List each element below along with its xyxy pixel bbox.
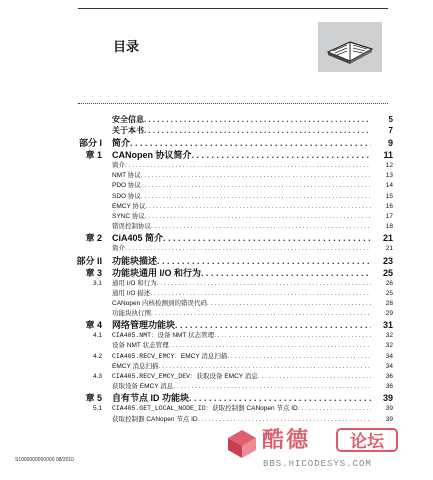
toc-entry-page: 18 [385, 223, 393, 231]
toc-entry-page: 26 [385, 279, 393, 287]
toc-entry[interactable] [38, 211, 393, 221]
watermark-name: 酷德 [262, 427, 311, 452]
toc-leader-dots [163, 233, 371, 243]
toc-leader-dots [158, 363, 371, 370]
toc-entry[interactable] [38, 180, 393, 190]
toc-entry[interactable] [38, 414, 393, 424]
toc-entry-page: 11 [383, 150, 393, 160]
toc-entry[interactable] [38, 266, 393, 278]
toc-leader-dots [144, 115, 371, 124]
toc-entry-page: 34 [385, 352, 393, 360]
toc-entry-page: 28 [385, 299, 393, 307]
watermark-logo-icon [226, 428, 258, 460]
toc-entry-title: 功能块执行图 [112, 310, 151, 318]
toc-entry-title: CANopen 协议简介 [112, 150, 192, 160]
toc-entry-label: 章 1 [85, 150, 102, 160]
toc-entry[interactable] [38, 201, 393, 211]
toc-entry[interactable] [38, 330, 393, 340]
toc-entry-function-name: CIA405.GET_LOCAL_NODE_ID [112, 405, 206, 413]
toc-entry[interactable] [38, 318, 393, 330]
toc-entry-title: ：EMCY 消息扫描 [174, 352, 228, 360]
toc-leader-dots [227, 353, 371, 360]
toc-entry-page: 36 [385, 373, 393, 380]
toc-entry[interactable] [38, 340, 393, 350]
toc-entry-title: 设备 NMT 状态管理 [112, 342, 169, 350]
toc-entry-label: 章 4 [85, 320, 102, 331]
toc-entry-label: 4.2 [92, 352, 102, 360]
toc-entry-title: 功能块描述 [112, 255, 158, 266]
toc-entry[interactable] [38, 308, 393, 318]
toc-leader-dots [173, 383, 371, 390]
toc-entry[interactable] [38, 125, 393, 136]
toc-entry-title: EMCY 协议 [112, 202, 146, 210]
toc-entry[interactable] [38, 221, 393, 231]
toc-entry-title: ：获取设备 EMCY 消息 [190, 373, 258, 380]
toc-entry-page: 17 [385, 212, 393, 220]
toc-entry-page: 39 [382, 393, 393, 404]
toc-entry-page: 25 [385, 289, 393, 297]
toc-entry[interactable] [38, 288, 393, 298]
toc-entry-page: 25 [382, 267, 393, 278]
toc-entry-label: 4.3 [92, 373, 102, 380]
toc-entry[interactable] [38, 148, 393, 160]
toc-entry-title: NMT 协议 [112, 172, 141, 180]
toc-entry-page: 21 [382, 233, 393, 244]
toc-entry-title: 简介 [112, 162, 125, 169]
toc-entry-page: 5 [388, 115, 393, 124]
watermark-forum-badge: 论坛 [336, 428, 398, 452]
toc-entry[interactable] [38, 136, 393, 148]
toc-leader-dots [130, 138, 371, 148]
toc-entry-title: PDO 协议 [112, 182, 141, 190]
open-book-icon [318, 22, 382, 72]
toc-entry-label: 部分 I [78, 138, 102, 148]
toc-entry-title: SDO 协议 [112, 192, 141, 200]
toc-entry-page: 32 [385, 332, 393, 340]
toc-entry-function-name: CIA405.NMT [112, 332, 152, 340]
toc-leader-dots [198, 416, 371, 423]
watermark-url: BBS.HICODESYS.COM [263, 459, 372, 469]
toc-entry-title: 错误控制协议 [112, 223, 151, 231]
toc-leader-dots [169, 342, 371, 349]
table-of-contents [38, 114, 393, 424]
toc-entry-page: 9 [387, 138, 393, 148]
toc-entry-page: 39 [385, 405, 393, 413]
toc-entry-page: 7 [388, 126, 393, 135]
toc-entry-title: 网络管理功能块 [112, 320, 176, 331]
top-rule [78, 8, 388, 9]
toc-entry-title: 安全信息 [112, 115, 144, 124]
toc-leader-dots [207, 300, 371, 307]
toc-leader-dots [150, 290, 371, 297]
toc-leader-dots [157, 256, 371, 266]
toc-entry[interactable] [38, 351, 393, 361]
toc-entry-title: 关于本书 [112, 126, 144, 135]
toc-entry[interactable] [38, 278, 393, 288]
toc-entry-label: 4.1 [92, 332, 102, 340]
toc-entry-title: CANopen 内核检测到的错误代码 [112, 299, 207, 307]
footer-code: S1000000000000 08/2010 [15, 457, 74, 463]
toc-entry-title: 获取设备 EMCY 消息 [112, 383, 174, 391]
toc-entry-page: 23 [382, 255, 393, 266]
toc-leader-dots [214, 332, 371, 339]
toc-entry-page: 13 [385, 172, 393, 180]
toc-leader-dots [145, 203, 371, 210]
page-title: 目录 [113, 39, 140, 54]
toc-entry[interactable] [38, 391, 393, 403]
toc-entry-title: ：获取控制器 CANopen 节点 ID [205, 405, 298, 413]
toc-leader-dots [189, 393, 371, 403]
toc-entry[interactable] [38, 298, 393, 308]
toc-entry[interactable] [38, 114, 393, 125]
toc-entry-label: 章 3 [85, 267, 102, 278]
toc-entry[interactable] [38, 231, 393, 243]
toc-entry-title: 通用 I/O 描述 [112, 289, 151, 297]
toc-entry-page: 31 [382, 320, 393, 331]
section-divider [78, 103, 388, 104]
toc-entry-title: CiA405 简介 [112, 233, 164, 244]
toc-leader-dots [141, 172, 371, 179]
toc-entry-function-name: CIA405.RECV_EMCY_DEV [112, 373, 191, 380]
toc-entry-page: 16 [385, 202, 393, 210]
toc-entry-title: 自有节点 ID 功能块 [112, 393, 190, 404]
toc-entry-page: 14 [385, 182, 393, 190]
toc-entry-label: 5.1 [92, 405, 102, 413]
toc-leader-dots [298, 405, 371, 412]
toc-entry[interactable] [38, 191, 393, 201]
toc-entry-title: SYNC 协议 [112, 212, 145, 220]
toc-leader-dots [141, 193, 371, 200]
toc-leader-dots [125, 162, 371, 169]
toc-entry[interactable] [38, 243, 393, 253]
toc-entry[interactable] [38, 403, 393, 413]
toc-entry[interactable] [38, 371, 393, 381]
toc-leader-dots [151, 223, 371, 230]
toc-leader-dots [258, 373, 371, 380]
toc-entry-title: 功能块通用 I/O 和行为 [112, 267, 202, 278]
toc-entry[interactable] [38, 254, 393, 266]
toc-entry-title: EMCY 消息扫描 [112, 362, 159, 370]
toc-leader-dots [201, 268, 371, 278]
toc-leader-dots [144, 126, 371, 135]
toc-entry-page: 21 [385, 245, 393, 253]
toc-entry-title: ：设备 NMT 状态管理 [151, 332, 215, 340]
toc-entry-page: 29 [385, 310, 393, 318]
toc-entry-title: 简介 [112, 138, 131, 148]
toc-entry-page: 39 [385, 415, 393, 423]
toc-entry-page: 32 [385, 342, 393, 350]
toc-entry-function-name: CIA405.RECV_EMCY [112, 352, 175, 360]
toc-entry-title: 简介 [112, 245, 125, 253]
toc-entry-page: 36 [385, 383, 393, 391]
toc-entry-label: 3.1 [92, 279, 102, 287]
toc-leader-dots [175, 320, 371, 330]
toc-entry-title: 获取控制器 CANopen 节点 ID [112, 415, 198, 423]
toc-leader-dots [192, 150, 372, 160]
toc-leader-dots [157, 280, 371, 287]
toc-leader-dots [141, 182, 371, 189]
toc-entry[interactable] [38, 381, 393, 391]
toc-entry-page: 15 [385, 192, 393, 200]
toc-entry[interactable] [38, 361, 393, 371]
toc-entry[interactable] [38, 160, 393, 170]
toc-entry-label: 部分 II [76, 255, 102, 266]
toc-entry-page: 34 [385, 362, 393, 370]
toc-leader-dots [151, 310, 371, 317]
toc-entry-page: 12 [385, 162, 393, 169]
toc-leader-dots [125, 245, 371, 252]
toc-entry[interactable] [38, 170, 393, 180]
toc-leader-dots [145, 213, 371, 220]
toc-entry-label: 章 2 [85, 233, 102, 244]
toc-entry-title: 通用 I/O 和行为 [112, 279, 157, 287]
toc-entry-label: 章 5 [85, 393, 102, 404]
